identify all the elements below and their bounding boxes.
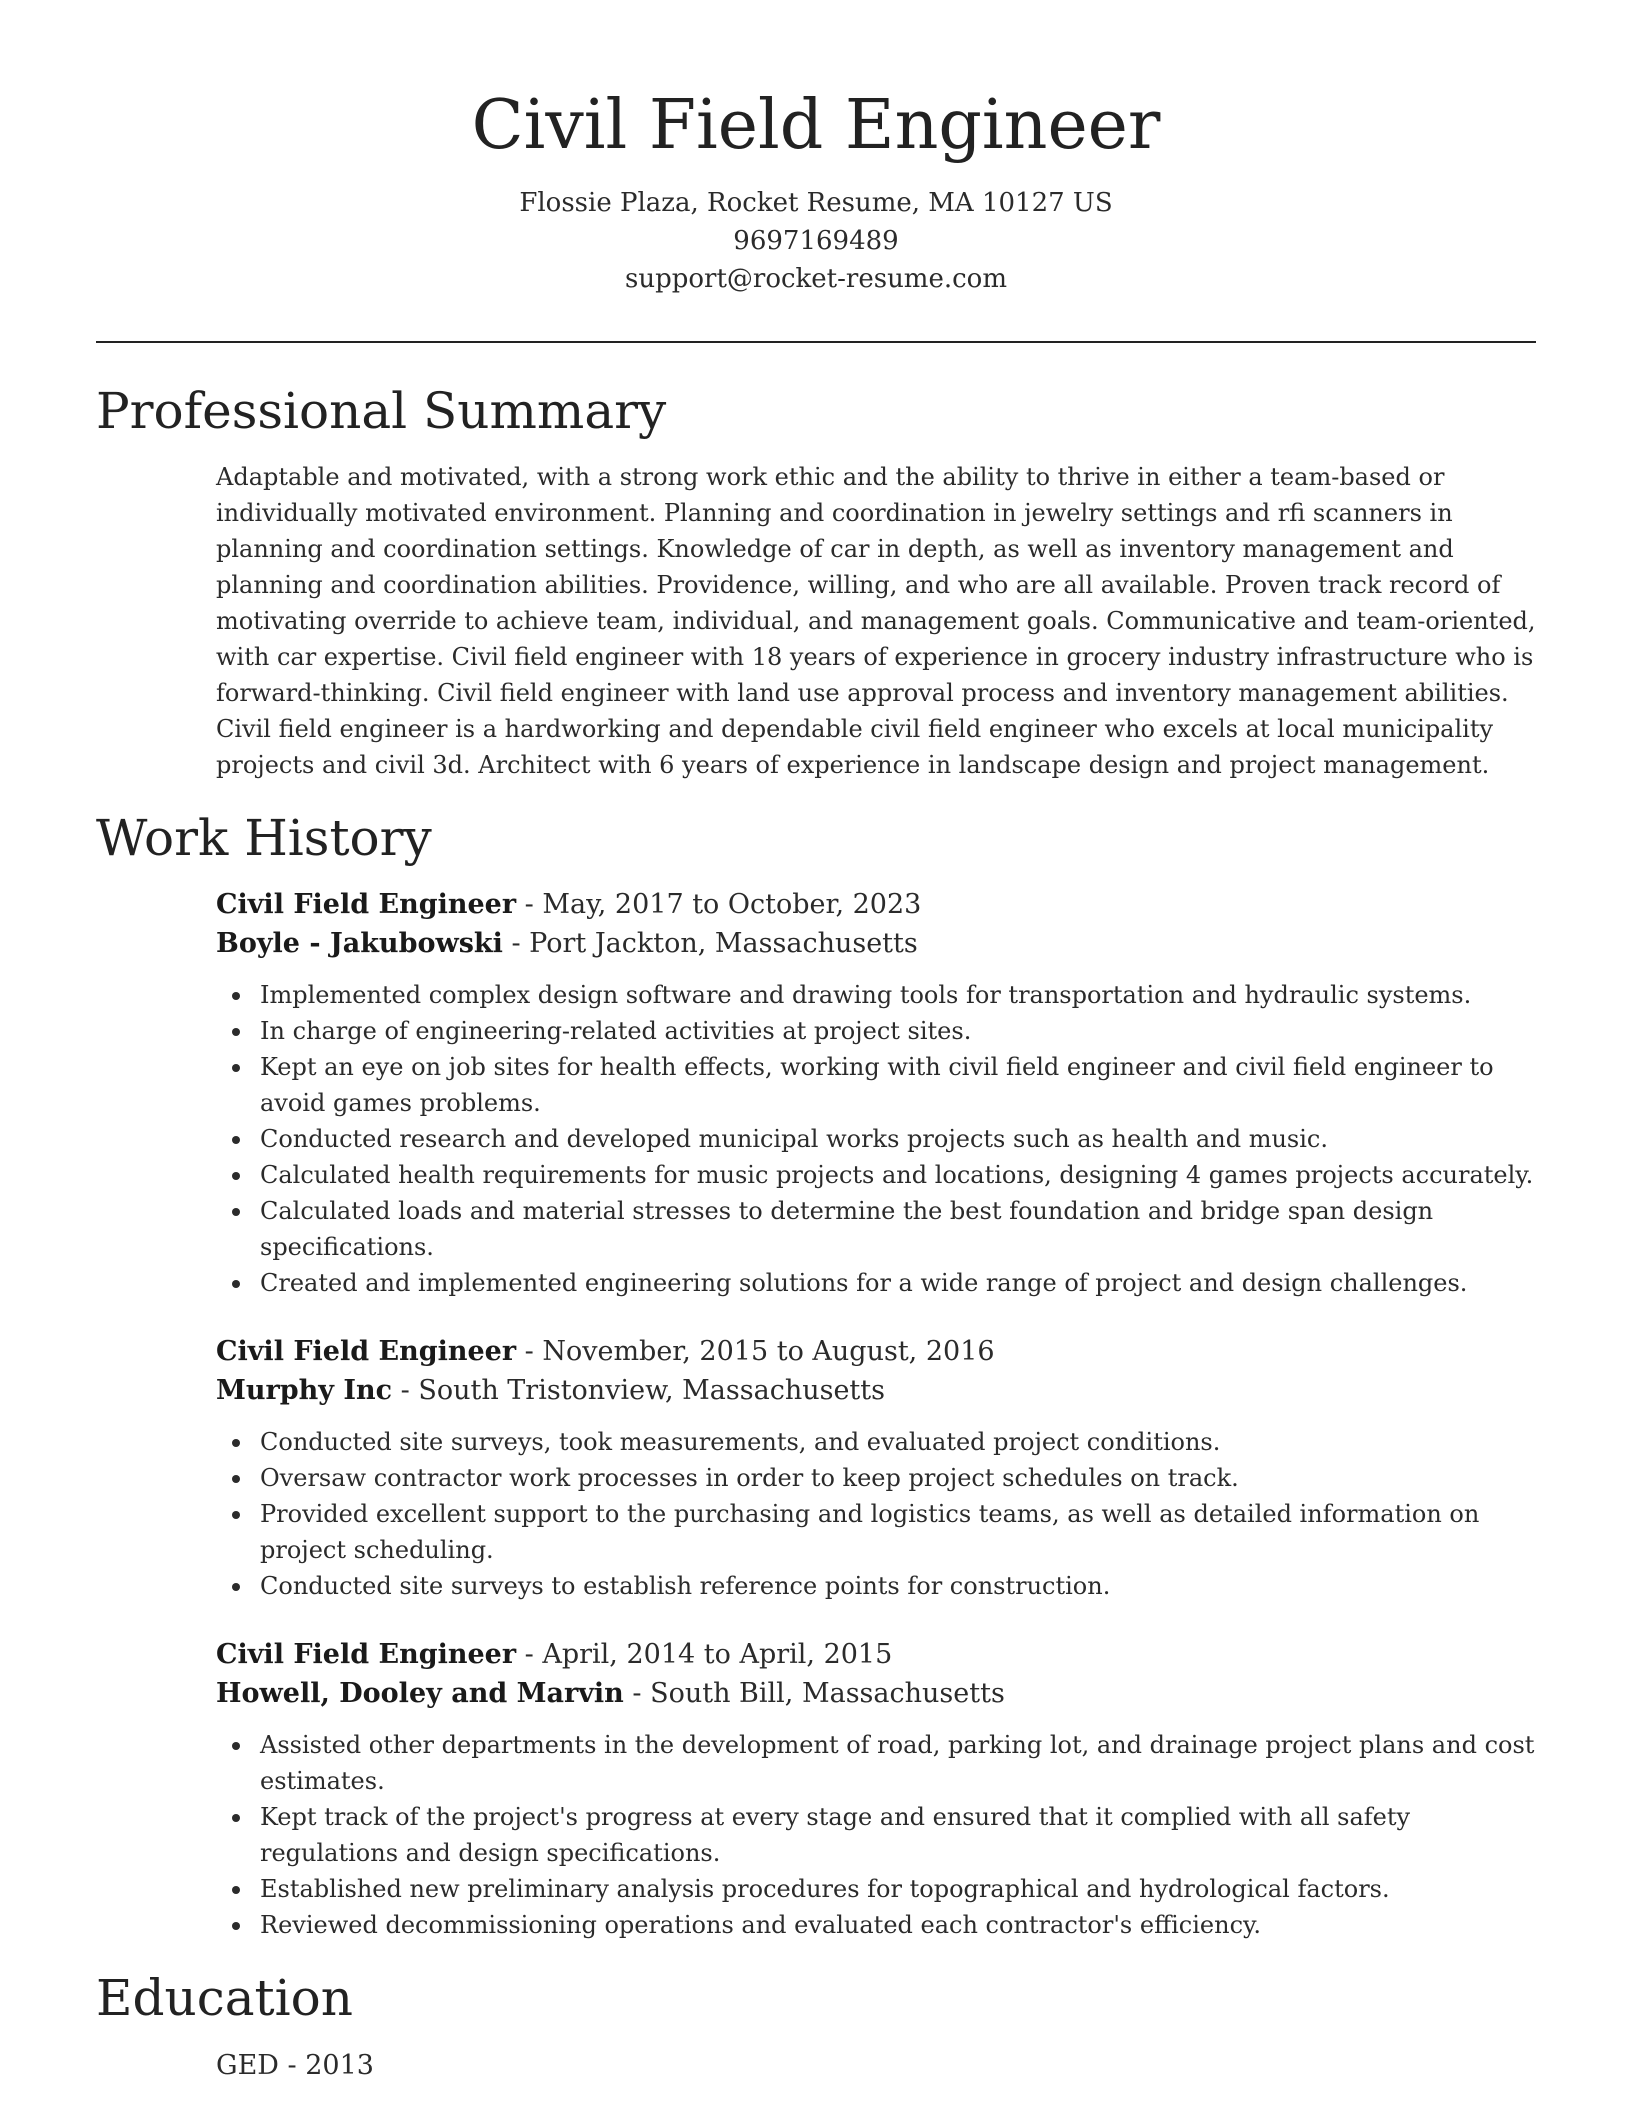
job-bullet: Kept track of the project's progress at every stage and ensured that it complied with all safety regulations and design specifications. (260, 1799, 1536, 1871)
section-title-work-history: Work History (96, 809, 432, 867)
job-bullet: Assisted other departments in the development of road, parking lot, and drainage project plans and cost estimates. (260, 1727, 1536, 1799)
job-title-line (216, 1332, 1536, 1371)
job-role: Civil Field Engineer (216, 889, 517, 920)
job-bullets (216, 977, 1536, 1301)
job-bullet: Implemented complex design software and drawing tools for transportation and hydraulic systems. (260, 977, 1536, 1013)
contact-phone: 9697169489 (733, 226, 899, 256)
section-title-summary: Professional Summary (96, 382, 667, 440)
job-role: Civil Field Engineer (216, 1639, 517, 1670)
job-bullet: Provided excellent support to the purchasing and logistics teams, as well as detailed information on project scheduling. (260, 1496, 1536, 1568)
job-bullet: In charge of engineering-related activities at project sites. (260, 1013, 1536, 1049)
education-year: - 2013 (278, 2050, 374, 2081)
job-bullets (216, 1727, 1536, 1943)
education-block (216, 2046, 1536, 2085)
job-title-line (216, 1635, 1536, 1674)
job-company-line (216, 924, 1536, 963)
job-title-line (216, 885, 1536, 924)
job-bullet: Calculated loads and material stresses to determine the best foundation and bridge span design specifications. (260, 1193, 1536, 1265)
job-bullet: Oversaw contractor work processes in order to keep project schedules on track. (260, 1460, 1536, 1496)
job-company: Howell, Dooley and Marvin (216, 1678, 624, 1709)
job-location: - South Bill, Massachusetts (623, 1678, 1005, 1709)
job-dates: - November, 2015 to August, 2016 (516, 1336, 995, 1367)
summary-text: Adaptable and motivated, with a strong work ethic and the ability to thrive in either a team-based or individually motivated environment. Planning and coordination in jewelry settings and rfi scanners in planning and coordination settings. Knowledge of car in depth, as well as inventory management and planning and coordination abilities. Providence, willing, and who are all available. Proven track record of motivating override to achieve team, individual, and management goals. Communicative and team-oriented, with car expertise. Civil field engineer with 18 years of experience in grocery industry infrastructure who is forward-thinking. Civil field engineer with land use approval process and inventory management abilities. Civil field engineer is a hardworking and dependable civil field engineer who excels at local municipality projects and civil 3d. Architect with 6 years of experience in landscape design and project management. (216, 463, 1536, 779)
job-bullet: Established new preliminary analysis procedures for topographical and hydrological factors. (260, 1871, 1536, 1907)
job-company: Boyle - Jakubowski (216, 928, 503, 959)
job-entry (216, 885, 1536, 1301)
job-location: - South Tristonview, Massachusetts (392, 1375, 885, 1406)
job-bullets (216, 1424, 1536, 1604)
job-bullet: Conducted site surveys to establish reference points for construction. (260, 1568, 1536, 1604)
header-divider (96, 341, 1536, 343)
job-company-line (216, 1674, 1536, 1713)
job-bullet: Created and implemented engineering solutions for a wide range of project and design challenges. (260, 1265, 1536, 1301)
resume-header (0, 82, 1632, 298)
candidate-name: Civil Field Engineer (471, 86, 1161, 165)
section-title-education: Education (96, 1969, 353, 2027)
job-bullet: Kept an eye on job sites for health effects, working with civil field engineer and civil field engineer to avoid games problems. (260, 1049, 1536, 1121)
summary-block (216, 459, 1536, 783)
job-entry (216, 1332, 1536, 1604)
contact-info (0, 184, 1632, 298)
job-company-line (216, 1371, 1536, 1410)
job-dates: - May, 2017 to October, 2023 (516, 889, 922, 920)
job-dates: - April, 2014 to April, 2015 (516, 1639, 893, 1670)
job-entry (216, 1635, 1536, 1943)
job-location: - Port Jackton, Massachusetts (502, 928, 918, 959)
job-bullet: Reviewed decommissioning operations and evaluated each contractor's efficiency. (260, 1907, 1536, 1943)
job-company: Murphy Inc (216, 1375, 393, 1406)
contact-email: support@rocket-resume.com (624, 264, 1007, 294)
job-bullet: Conducted research and developed municipal works projects such as health and music. (260, 1121, 1536, 1157)
job-bullet: Calculated health requirements for music projects and locations, designing 4 games projects accurately. (260, 1157, 1536, 1193)
job-bullet: Conducted site surveys, took measurements, and evaluated project conditions. (260, 1424, 1536, 1460)
job-role: Civil Field Engineer (216, 1336, 517, 1367)
contact-address: Flossie Plaza, Rocket Resume, MA 10127 US (519, 188, 1113, 218)
education-entry (216, 2046, 1536, 2085)
education-degree: GED (216, 2050, 279, 2081)
